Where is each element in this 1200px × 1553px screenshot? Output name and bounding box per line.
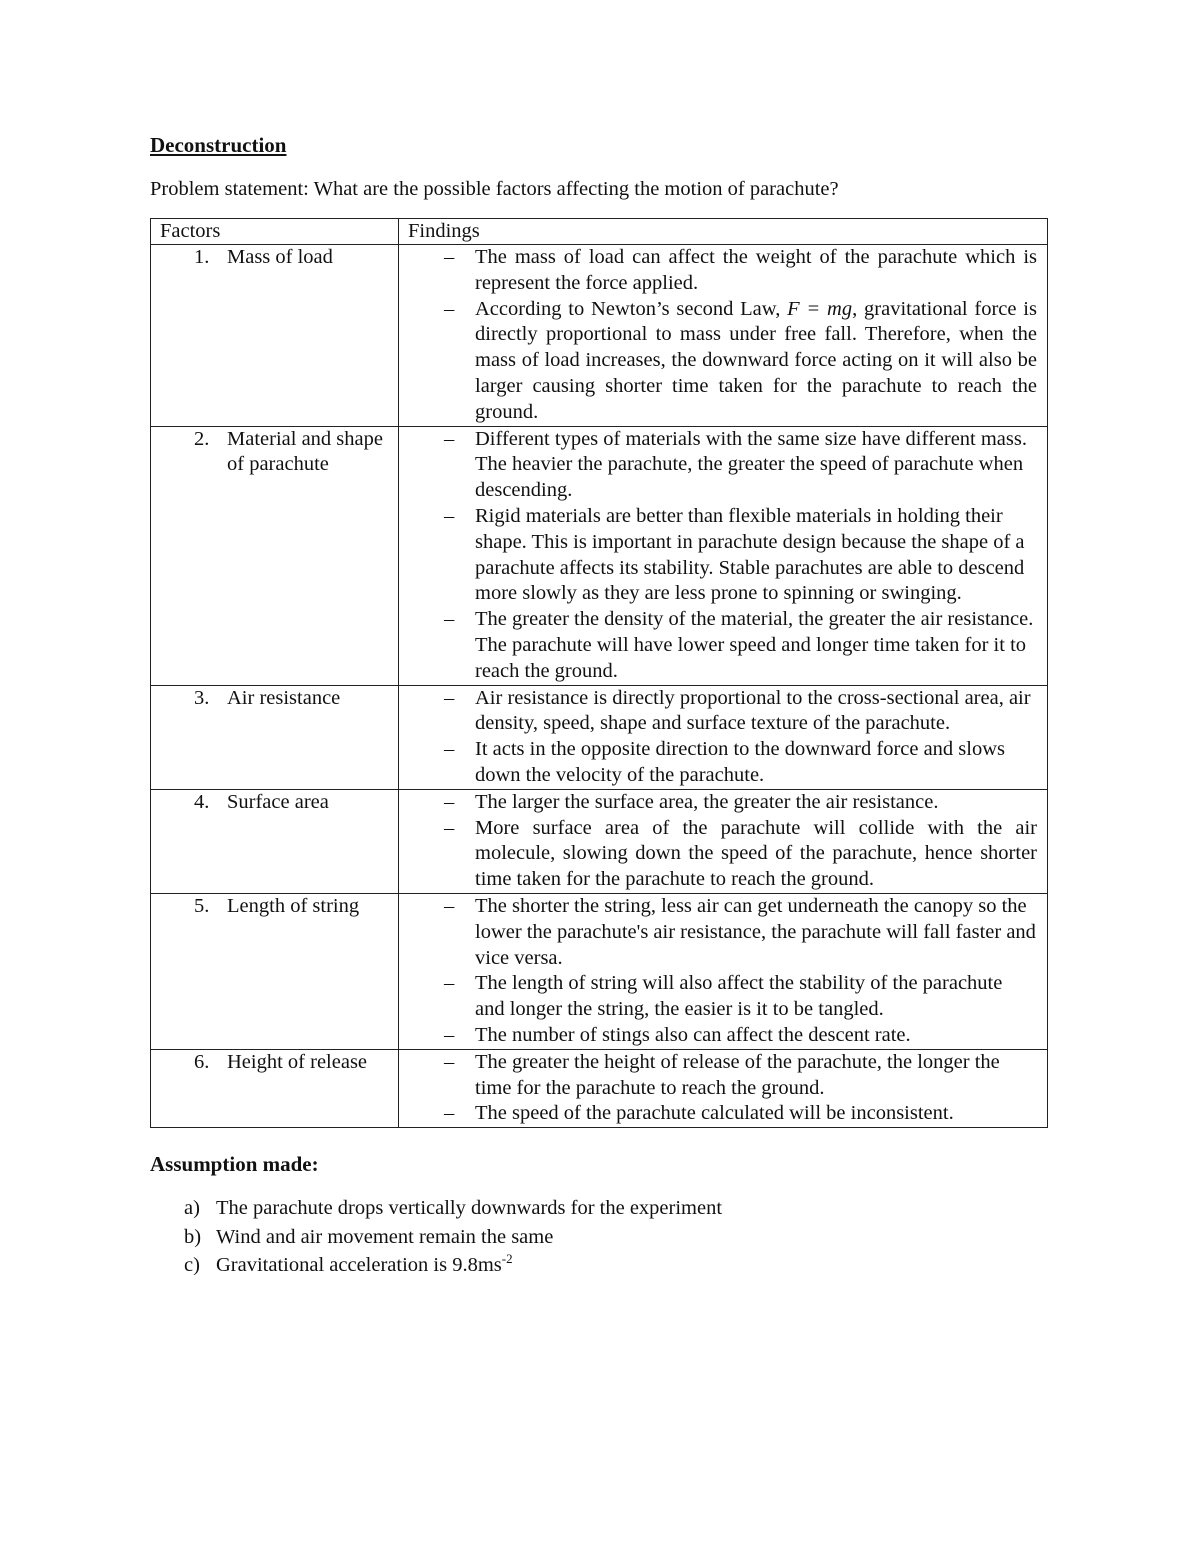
newton-equation: F = mg: [787, 297, 853, 320]
finding-item: [399, 1050, 1047, 1102]
factor-cell: [151, 1049, 399, 1127]
header-factors: Factors: [151, 219, 399, 245]
dash-bullet: –: [444, 608, 455, 631]
finding-text-after-equation: , gravitational force is directly proportional to mass under free fall. Therefore, when the mass of load increases, the downward force acting on it will also be larger causing shorter time taken for the parachute to reach the ground.: [475, 297, 1037, 423]
assumptions-list: [150, 1194, 1047, 1280]
finding-item: [399, 737, 1047, 789]
list-item: [150, 1223, 1047, 1252]
factors-table: [150, 218, 1048, 1128]
finding-item: [399, 504, 1047, 607]
findings-cell: [399, 426, 1048, 685]
finding-text: The larger the surface area, the greater the air resistance.: [475, 790, 939, 813]
finding-text: The number of stings also can affect the descent rate.: [475, 1023, 911, 1046]
page-title: Deconstruction: [150, 133, 287, 157]
list-marker: b): [184, 1225, 202, 1248]
findings-cell: [399, 245, 1048, 427]
exponent: -2: [501, 1251, 513, 1267]
dash-bullet: –: [444, 504, 455, 527]
factor-cell: [151, 893, 399, 1049]
factor-cell: [151, 426, 399, 685]
factor-number: 3.: [194, 686, 210, 709]
table-row: [151, 685, 1048, 789]
finding-text: The length of string will also affect the stability of the parachute and longer the string, the easier is it to be tangled.: [475, 972, 1003, 1021]
finding-item: [399, 427, 1047, 504]
table-row: [151, 893, 1048, 1049]
factor-label: Length of string: [227, 894, 360, 917]
findings-cell: [399, 1049, 1048, 1127]
factor-cell: [151, 245, 399, 427]
dash-bullet: –: [444, 1050, 455, 1073]
problem-statement: Problem statement: What are the possible factors affecting the motion of parachute?: [150, 178, 839, 200]
factor-number: 6.: [194, 1050, 210, 1073]
finding-item: [399, 607, 1047, 684]
dash-bullet: –: [444, 816, 455, 839]
finding-text: Air resistance is directly proportional to the cross-sectional area, air density, speed, shape and surface texture of the parachute.: [475, 686, 1031, 735]
dash-bullet: –: [444, 297, 455, 320]
factor-number: 4.: [194, 790, 210, 813]
finding-text: It acts in the opposite direction to the downward force and slows down the velocity of the parachute.: [475, 738, 1006, 786]
findings-cell: [399, 685, 1048, 789]
list-item: [150, 1194, 1047, 1223]
header-findings: Findings: [399, 219, 1048, 245]
finding-item: [399, 1101, 1047, 1127]
factor-label: Height of release: [227, 1050, 368, 1073]
factor-number: 5.: [194, 894, 210, 917]
list-marker: a): [184, 1197, 200, 1220]
finding-item: [399, 816, 1047, 893]
finding-text: Different types of materials with the same size have different mass. The heavier the parachute, the greater the speed of parachute when descending.: [475, 427, 1027, 502]
finding-text: The greater the density of the material, the greater the air resistance. The parachute will have lower speed and longer time taken for it to reach the ground.: [475, 608, 1034, 682]
finding-item: [399, 245, 1047, 297]
table-header-row: [151, 219, 1048, 245]
findings-cell: [399, 893, 1048, 1049]
factor-number: 1.: [194, 246, 210, 268]
factor-cell: [151, 789, 399, 893]
finding-text: The shorter the string, less air can get underneath the canopy so the lower the parachute's air resistance, the parachute will fall faster and vice versa.: [475, 894, 1036, 969]
findings-cell: [399, 789, 1048, 893]
list-item: [150, 1251, 1047, 1280]
document-page: [150, 130, 1047, 1280]
dash-bullet: –: [444, 246, 455, 268]
factor-cell: [151, 685, 399, 789]
assumptions-heading: Assumption made:: [150, 1152, 319, 1177]
finding-text: More surface area of the parachute will collide with the air molecule, slowing down the speed of the parachute, hence shorter time taken for the parachute to reach the ground.: [475, 816, 1037, 891]
dash-bullet: –: [444, 1102, 455, 1125]
assumption-text: The parachute drops vertically downwards for the experiment: [216, 1197, 723, 1220]
finding-text: Rigid materials are better than flexible materials in holding their shape. This is important in parachute design because the shape of a parachute affects its stability. Stable parachutes are able to descend more slowly as they are less prone to spinning or swinging.: [475, 504, 1025, 605]
dash-bullet: –: [444, 790, 455, 813]
factor-label: Surface area: [227, 790, 329, 813]
factor-label: Material and shape of parachute: [227, 427, 383, 476]
dash-bullet: –: [444, 972, 455, 995]
assumption-text: Gravitational acceleration is 9.8ms: [216, 1254, 502, 1277]
dash-bullet: –: [444, 427, 455, 450]
finding-item: [399, 790, 1047, 816]
factor-label: Mass of load: [227, 246, 333, 268]
dash-bullet: –: [444, 1023, 455, 1046]
finding-text: The speed of the parachute calculated will be inconsistent.: [475, 1102, 954, 1125]
table-row: [151, 245, 1048, 427]
finding-text: The mass of load can affect the weight of the parachute which is represent the force applied.: [475, 246, 1037, 294]
list-marker: c): [184, 1254, 200, 1277]
finding-item: [399, 1023, 1047, 1049]
table-row: [151, 789, 1048, 893]
finding-item: [399, 686, 1047, 738]
table-row: [151, 1049, 1048, 1127]
finding-text: The greater the height of release of the parachute, the longer the time for the parachute to reach the ground.: [475, 1050, 1000, 1099]
finding-item: [399, 894, 1047, 971]
finding-text-before-equation: According to Newton’s second Law,: [475, 297, 788, 320]
table-row: [151, 426, 1048, 685]
dash-bullet: –: [444, 738, 455, 761]
dash-bullet: –: [444, 686, 455, 709]
finding-item: [399, 297, 1047, 426]
dash-bullet: –: [444, 894, 455, 917]
finding-item: [399, 971, 1047, 1023]
assumption-text: Wind and air movement remain the same: [216, 1225, 554, 1248]
factor-number: 2.: [194, 427, 210, 450]
factor-label: Air resistance: [227, 686, 341, 709]
